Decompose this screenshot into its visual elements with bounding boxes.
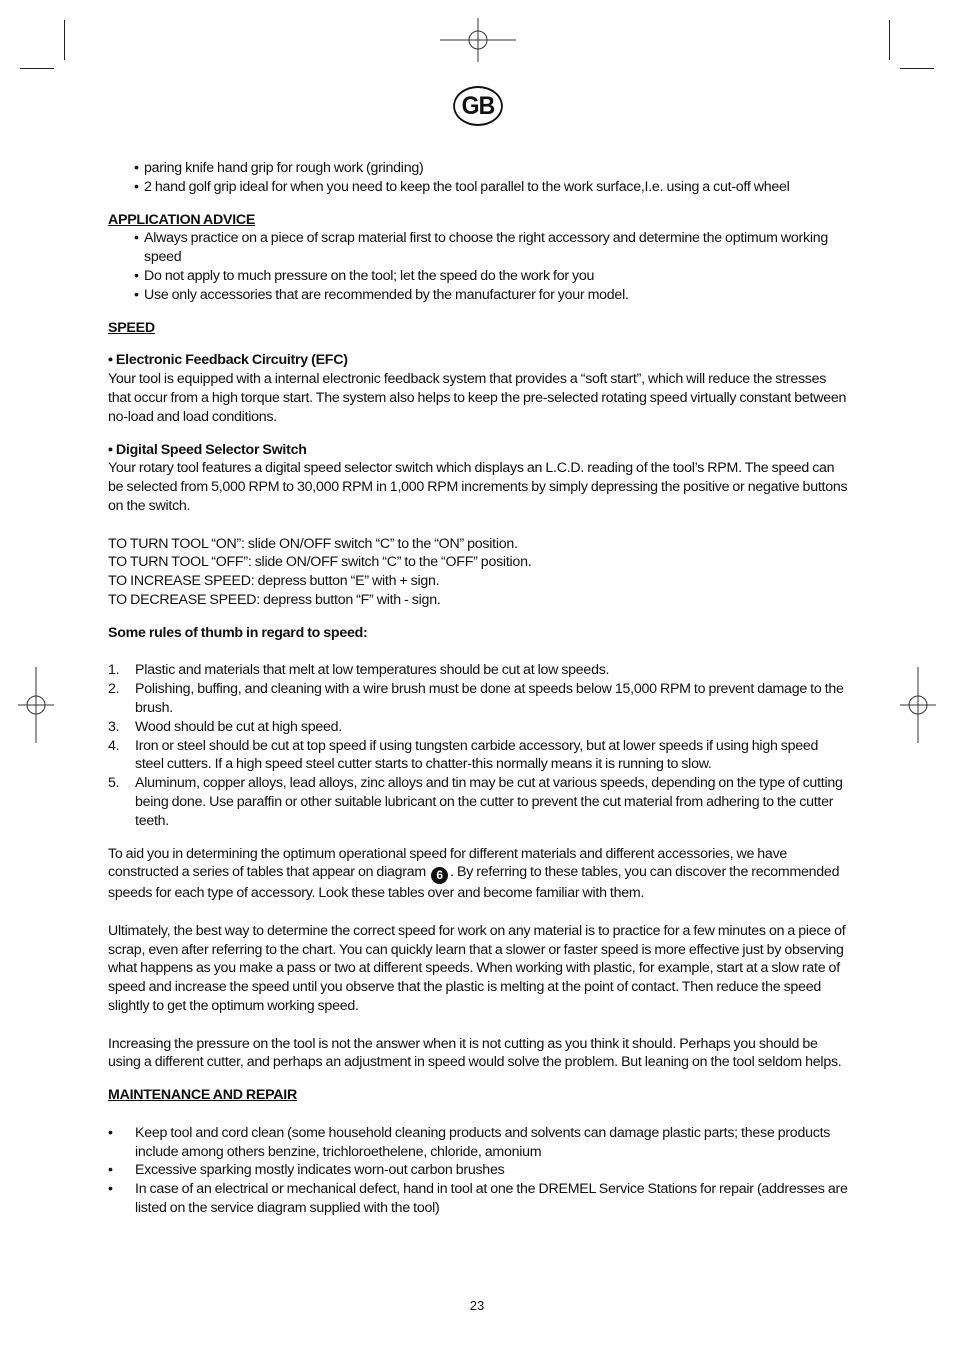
list-item: 4. Iron or steel should be cut at top speed if using tungsten carbide accessory, but at lower speeds if using high speed steel cutters. If a high speed steel cutter starts to chatter-this normally means it is running to slow. [108,737,819,773]
instruction-line: TO DECREASE SPEED: depress button “F” with - sign. [108,591,441,608]
list-item: • Excessive sparking mostly indicates worn-out carbon brushes [108,1162,505,1179]
digital-speed-title: • Digital Speed Selector Switch [108,441,307,458]
speed-heading: SPEED [108,319,155,336]
pressure-paragraph: Increasing the pressure on the tool is not the answer when it is not cutting as you think it should. Perhaps you should be using a different cutter, and perhaps an adjustment in speed would solve the problem. But leaning on the tool seldom helps. [108,1035,842,1071]
list-item: 2. Polishing, buffing, and cleaning with a wire brush must be done at speeds below 15,000 RPM to prevent damage to the brush. [108,681,844,716]
instruction-line: TO INCREASE SPEED: depress button “E” with + sign. [108,573,440,590]
list-item: • Do not apply to much pressure on the tool; let the speed do the work for you [134,267,595,284]
language-badge-label: GB [461,91,495,120]
page-content [108,159,848,1218]
crop-mark-top-right-horizontal [900,68,934,69]
registration-mark-right-icon [900,667,936,743]
digital-speed-paragraph: Your rotary tool features a digital speed selector switch which displays an L.C.D. reading of the tool’s RPM. The speed can be selected from 5,000 RPM to 30,000 RPM in 1,000 RPM increments by simply depressing the positive or negative buttons on the switch. [108,460,848,514]
page-number: 23 [469,1298,485,1313]
crop-mark-top-left-vertical [64,20,65,60]
diagram-number-icon: 6 [431,867,448,884]
list-item: 1. Plastic and materials that melt at low temperatures should be cut at low speeds. [108,662,610,679]
list-item: • Always practice on a piece of scrap material first to choose the right accessory and determine the optimum working speed [134,230,829,266]
crop-mark-top-left-horizontal [20,68,54,69]
ultimately-paragraph: Ultimately, the best way to determine the correct speed for work on any material is to practice for a few minutes on a piece of scrap, even after referring to the chart. You can quickly learn that a slower or faster speed is more effective just by observing what happens as you make a pass or two at different speeds. When working with plastic, for example, start at a slow rate of speed and increase the speed until you observe that the plastic is melting at the point of contact. Then reduce the speed slightly to get the optimum working speed. [108,922,846,1015]
registration-mark-top-icon [440,18,516,62]
application-advice-heading: APPLICATION ADVICE [108,211,256,228]
registration-mark-left-icon [18,667,54,743]
maintenance-heading: MAINTENANCE AND REPAIR [108,1087,297,1104]
list-item: • In case of an electrical or mechanical defect, hand in tool at one the DREMEL Service Stations for repair (addresses are listed on the service diagram supplied with the tool) [108,1181,848,1217]
instruction-line: TO TURN TOOL “OFF”: slide ON/OFF switch “C” to the “OFF” position. [108,554,532,571]
list-item: • Keep tool and cord clean (some household cleaning products and solvents can damage plastic parts; these products include among others benzine, trichloroethelene, chloride, amonium [108,1124,831,1160]
tables-paragraph: To aid you in determining the optimum operational speed for different materials and different accessories, we have constructed a series of tables that appear on diagram 6 . By referring to these tables, you can discover the recommended speeds for each type of accessory. Look these tables over and become familiar with them. [108,845,840,902]
language-badge [453,86,503,126]
list-item: • Use only accessories that are recommended by the manufacturer for your model. [134,286,629,303]
rules-title: Some rules of thumb in regard to speed: [108,624,368,641]
efc-title: • Electronic Feedback Circuitry (EFC) [108,352,348,369]
list-item: • paring knife hand grip for rough work (grinding) [134,160,424,176]
instruction-line: TO TURN TOOL “ON”: slide ON/OFF switch “C” to the “ON” position. [108,535,518,552]
list-item: 5. Aluminum, copper alloys, lead alloys, zinc alloys and tin may be cut at various speeds, depending on the type of cutting being done. Use paraffin or other suitable lubricant on the cutter to prevent the cut material from adhering to the cutter teeth. [108,775,843,829]
efc-paragraph: Your tool is equipped with a internal electronic feedback system that provides a “soft start”, which will reduce the stresses that occur from a high torque start. The system also helps to keep the pre-selected rotating speed virtually constant between no-load and load conditions. [108,371,847,425]
list-item: • 2 hand golf grip ideal for when you need to keep the tool parallel to the work surface,I.e. using a cut-off wheel [134,178,790,195]
list-item: 3. Wood should be cut at high speed. [108,718,342,735]
crop-mark-top-right-vertical [889,20,890,60]
